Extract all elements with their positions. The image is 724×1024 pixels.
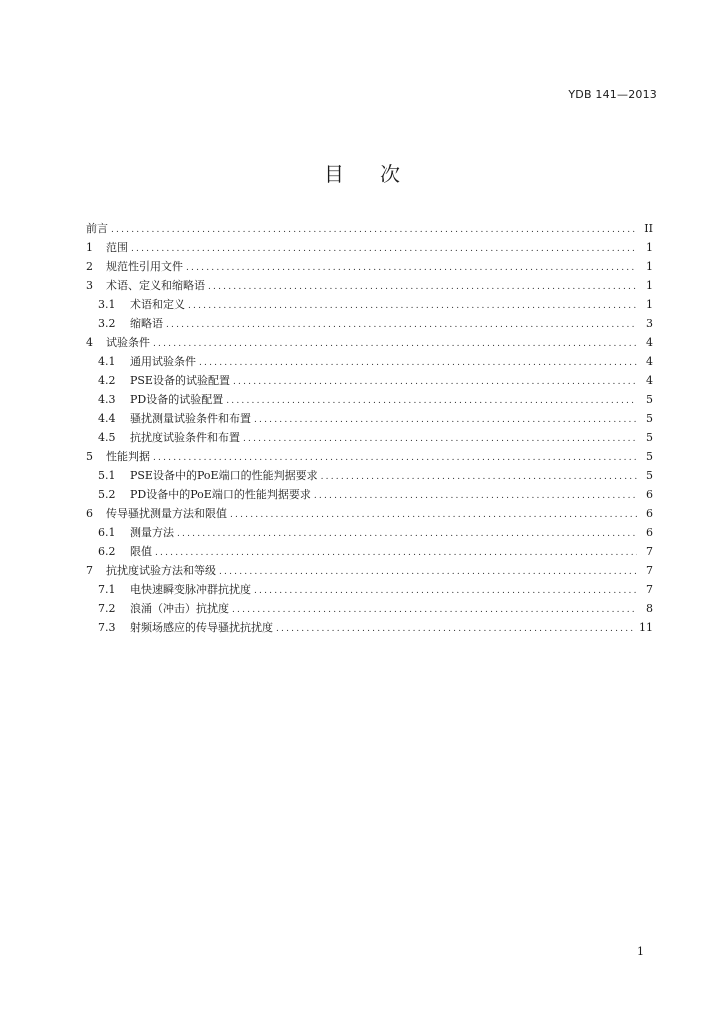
- toc-dot-leader: [314, 491, 637, 501]
- toc-entry-page: II: [644, 222, 653, 235]
- toc-entry-page: 7: [646, 564, 653, 577]
- toc-entry[interactable]: [86, 239, 653, 258]
- toc-entry-title: 骚扰测量试验条件和布置: [130, 412, 251, 425]
- toc-entry-title: 缩略语: [130, 317, 163, 330]
- toc-entry-page: 3: [646, 317, 653, 330]
- toc-entry-title: 规范性引用文件: [106, 260, 183, 273]
- toc-entry-page: 5: [646, 431, 653, 444]
- toc-entry[interactable]: [86, 334, 653, 353]
- toc-entry[interactable]: [86, 296, 653, 315]
- toc-entry-title: 浪涌（冲击）抗扰度: [130, 602, 229, 615]
- toc-entry-title: 试验条件: [106, 336, 150, 349]
- toc-entry-page: 1: [646, 241, 653, 254]
- toc-entry[interactable]: [86, 258, 653, 277]
- toc-entry-title: 限值: [130, 545, 152, 558]
- toc-dot-leader: [232, 605, 637, 615]
- toc-entry-title: 抗扰度试验条件和布置: [130, 431, 240, 444]
- toc-entry-title: 电快速瞬变脉冲群抗扰度: [130, 583, 251, 596]
- toc-entry[interactable]: [86, 619, 653, 638]
- toc-entry-title: 抗扰度试验方法和等级: [106, 564, 216, 577]
- toc-entry-page: 7: [646, 545, 653, 558]
- toc-entry-number: 7.3: [98, 621, 116, 634]
- toc-entry-page: 6: [646, 507, 653, 520]
- toc-entry-number: 5: [86, 450, 93, 463]
- toc-dot-leader: [321, 472, 637, 482]
- toc-dot-leader: [186, 263, 637, 273]
- toc-entry-number: 4.5: [98, 431, 116, 444]
- toc-entry-page: 1: [646, 279, 653, 292]
- document-code: YDB 141—2013: [568, 88, 657, 101]
- toc-entry-number: 6.2: [98, 545, 116, 558]
- toc-entry-title: PSE设备中的PoE端口的性能判据要求: [130, 469, 318, 482]
- toc-entry-number: 4.3: [98, 393, 116, 406]
- toc-entry-number: 7.1: [98, 583, 116, 596]
- toc-entry-page: 5: [646, 393, 653, 406]
- toc-entry-page: 5: [646, 469, 653, 482]
- toc-dot-leader: [131, 244, 637, 254]
- toc-entry-title: 射频场感应的传导骚扰抗扰度: [130, 621, 273, 634]
- toc-entry-page: 1: [646, 260, 653, 273]
- toc-entry-page: 4: [646, 336, 653, 349]
- toc-dot-leader: [254, 586, 637, 596]
- toc-entry[interactable]: [86, 353, 653, 372]
- toc-entry-number: 7: [86, 564, 93, 577]
- toc-entry[interactable]: [86, 562, 653, 581]
- toc-entry[interactable]: [86, 391, 653, 410]
- toc-entry[interactable]: [86, 448, 653, 467]
- toc-entry-number: 4.4: [98, 412, 116, 425]
- toc-entry-title: PD设备中的PoE端口的性能判据要求: [130, 488, 311, 501]
- toc-entry-number: 3.2: [98, 317, 116, 330]
- toc-entry[interactable]: [86, 581, 653, 600]
- toc-entry-page: 8: [646, 602, 653, 615]
- toc-entry[interactable]: [86, 220, 653, 239]
- toc-entry[interactable]: [86, 429, 653, 448]
- toc-entry[interactable]: [86, 486, 653, 505]
- toc-entry-number: 3.1: [98, 298, 116, 311]
- toc-entry-number: 2: [86, 260, 93, 273]
- toc-entry-title: 性能判据: [106, 450, 150, 463]
- toc-dot-leader: [155, 548, 637, 558]
- toc-entry[interactable]: [86, 372, 653, 391]
- toc-dot-leader: [153, 339, 637, 349]
- toc-dot-leader: [226, 396, 637, 406]
- toc-dot-leader: [153, 453, 637, 463]
- toc-entry[interactable]: [86, 505, 653, 524]
- toc-dot-leader: [254, 415, 637, 425]
- toc-entry-number: 6.1: [98, 526, 116, 539]
- toc-dot-leader: [199, 358, 637, 368]
- toc-dot-leader: [111, 225, 637, 235]
- toc-entry-number: 5.1: [98, 469, 116, 482]
- toc-entry-page: 6: [646, 488, 653, 501]
- toc-dot-leader: [233, 377, 637, 387]
- toc-dot-leader: [177, 529, 637, 539]
- toc-entry-page: 5: [646, 412, 653, 425]
- toc-entry-page: 4: [646, 355, 653, 368]
- toc-entry-title: 术语和定义: [130, 298, 185, 311]
- toc-dot-leader: [208, 282, 637, 292]
- toc-entry[interactable]: [86, 277, 653, 296]
- toc-entry-number: 1: [86, 241, 93, 254]
- toc-entry-title: 前言: [86, 222, 108, 235]
- toc-entry-title: 术语、定义和缩略语: [106, 279, 205, 292]
- toc-entry[interactable]: [86, 543, 653, 562]
- toc-dot-leader: [243, 434, 637, 444]
- toc-entry-title: 范围: [106, 241, 128, 254]
- toc-entry[interactable]: [86, 467, 653, 486]
- table-of-contents: [86, 220, 653, 638]
- toc-entry-number: 4: [86, 336, 93, 349]
- toc-title-right: 次: [380, 162, 400, 186]
- toc-entry-page: 7: [646, 583, 653, 596]
- toc-entry-page: 4: [646, 374, 653, 387]
- toc-entry-number: 4.2: [98, 374, 116, 387]
- toc-entry[interactable]: [86, 315, 653, 334]
- toc-entry-title: 通用试验条件: [130, 355, 196, 368]
- toc-dot-leader: [219, 567, 637, 577]
- toc-entry-title: 测量方法: [130, 526, 174, 539]
- toc-entry-page: 11: [639, 621, 653, 634]
- toc-entry[interactable]: [86, 524, 653, 543]
- toc-entry-title: 传导骚扰测量方法和限值: [106, 507, 227, 520]
- toc-entry[interactable]: [86, 410, 653, 429]
- toc-entry-page: 1: [646, 298, 653, 311]
- toc-title: [0, 158, 724, 187]
- toc-entry-page: 6: [646, 526, 653, 539]
- toc-dot-leader: [166, 320, 637, 330]
- page-number: 1: [637, 945, 644, 958]
- toc-entry-number: 4.1: [98, 355, 116, 368]
- toc-dot-leader: [276, 624, 635, 634]
- toc-title-left: 目: [324, 162, 344, 186]
- toc-entry-title: PD设备的试验配置: [130, 393, 224, 406]
- toc-entry-number: 3: [86, 279, 93, 292]
- toc-entry-number: 7.2: [98, 602, 116, 615]
- toc-entry-number: 6: [86, 507, 93, 520]
- toc-dot-leader: [188, 301, 637, 311]
- toc-entry-page: 5: [646, 450, 653, 463]
- toc-entry[interactable]: [86, 600, 653, 619]
- toc-dot-leader: [230, 510, 637, 520]
- toc-entry-title: PSE设备的试验配置: [130, 374, 230, 387]
- toc-entry-number: 5.2: [98, 488, 116, 501]
